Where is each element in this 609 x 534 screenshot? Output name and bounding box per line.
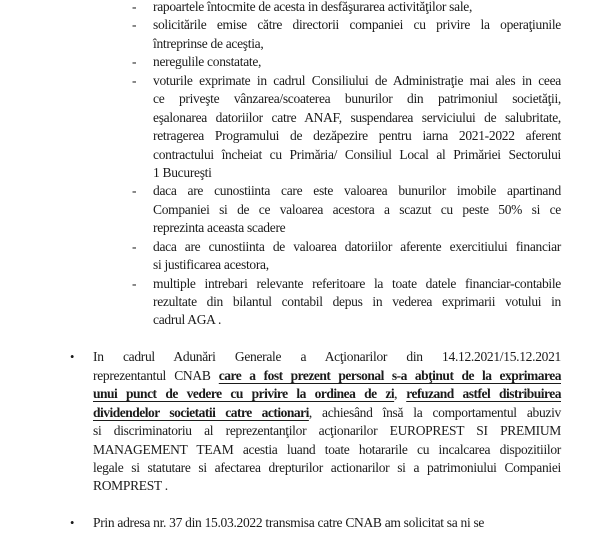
text-line: si discriminatoriu al reprezentanţilor acţionarilor EUROPREST SI PREMIUM — [93, 423, 561, 439]
text-segment: reprezentantul CNAB — [93, 367, 219, 383]
dash-list-item — [0, 53, 561, 71]
emphasized-text-segment: unui punct de vedere cu privire la ordinea de zi — [93, 386, 395, 402]
text-line: cadrul AGA . — [153, 312, 222, 328]
bullet-list-item — [0, 348, 561, 496]
text-line: Companiei si de ce valoarea acestora a scazut cu peste 50% si ce — [153, 201, 561, 217]
text-line: daca are cunostiinta care este valoarea bunurilor imobile apartinand — [153, 183, 561, 199]
text-line: daca are cunostiinta de valoarea datoriilor aferente exercitiului financiar — [153, 238, 561, 254]
dash-list-item — [0, 72, 561, 183]
text-line: multiple intrebari relevante referitoare la toate datele financiar-contabile — [153, 275, 561, 291]
dash-marker: - — [132, 238, 137, 254]
emphasized-text-segment: dividendelor societatii catre actionari — [93, 404, 309, 420]
paragraph-gap — [0, 330, 609, 348]
dash-marker: - — [132, 54, 137, 70]
text-line — [93, 385, 561, 403]
text-line: 1 Bucureşti — [153, 164, 212, 180]
dash-list-item — [0, 275, 561, 330]
text-line: reprezinta aceasta scadere — [153, 220, 286, 236]
emphasized-text-segment: refuzand astfel distribuirea — [406, 386, 561, 402]
dash-marker: - — [132, 72, 137, 88]
text-line: eşalonarea datoriilor catre ANAF, suspendarea serviciului de salubritate, — [153, 109, 561, 125]
text-line: retragerea Programului de dezăpezire pentru iarna 2021-2022 aferent — [153, 128, 561, 144]
text-line: MANAGEMENT TEAM acestia luand toate hotararile cu incalcarea dispozitiilor — [93, 441, 561, 457]
bullet-list — [0, 348, 609, 532]
bullet-marker: • — [70, 516, 75, 531]
text-line: întreprinse de aceştia, — [153, 35, 264, 51]
text-line: si justificarea acestora, — [153, 257, 269, 273]
text-line: voturile exprimate in cadrul Consiliului de Administraţie mai ales in ceea — [153, 72, 561, 88]
text-line: ce priveşte vânzarea/scoaterea bunurilor din patrimoniul societăţii, — [153, 91, 561, 107]
dash-list-item — [0, 16, 561, 53]
dash-list-item — [0, 0, 561, 16]
dash-marker: - — [132, 183, 137, 199]
emphasized-text-segment: care a fost prezent personal s-a abţinut de la exprimarea — [218, 367, 561, 383]
dash-marker: - — [132, 0, 137, 14]
text-line: rezultate din bilantul contabil depus in vederea exprimarii votului in — [153, 294, 561, 309]
dash-marker: - — [132, 17, 137, 33]
text-line: Prin adresa nr. 37 din 15.03.2022 transmisa catre CNAB am solicitat sa ni se — [93, 515, 485, 531]
dash-marker: - — [132, 275, 137, 291]
text-segment: , — [394, 386, 407, 402]
dash-list-item — [0, 238, 561, 275]
text-line: solicitările emise către directorii companiei cu privire la operaţiunile — [153, 17, 561, 33]
text-line: legale si statutare si afectarea drepturilor actionarilor si a patrimoniului Companiei — [93, 459, 561, 475]
text-segment: , achiesând însă la comportamentul abuziv — [308, 404, 562, 420]
bullet-marker: • — [70, 350, 75, 365]
text-line: rapoartele întocmite de acesta in desfăşurarea activităţilor sale, — [153, 0, 473, 14]
text-line: In cadrul Adunări Generale a Acţionarilor din 14.12.2021/15.12.2021 — [93, 349, 561, 365]
bullet-list-item — [0, 514, 561, 532]
dash-list-item — [0, 182, 561, 237]
text-line — [93, 404, 561, 422]
text-line: ROMPREST . — [93, 478, 168, 494]
text-line — [93, 367, 561, 385]
text-line: contractului încheiat cu Primăria/ Consiliul Local al Primăriei Sectorului — [153, 146, 561, 162]
paragraph-gap — [0, 496, 609, 514]
text-line: neregulile constatate, — [153, 54, 262, 70]
